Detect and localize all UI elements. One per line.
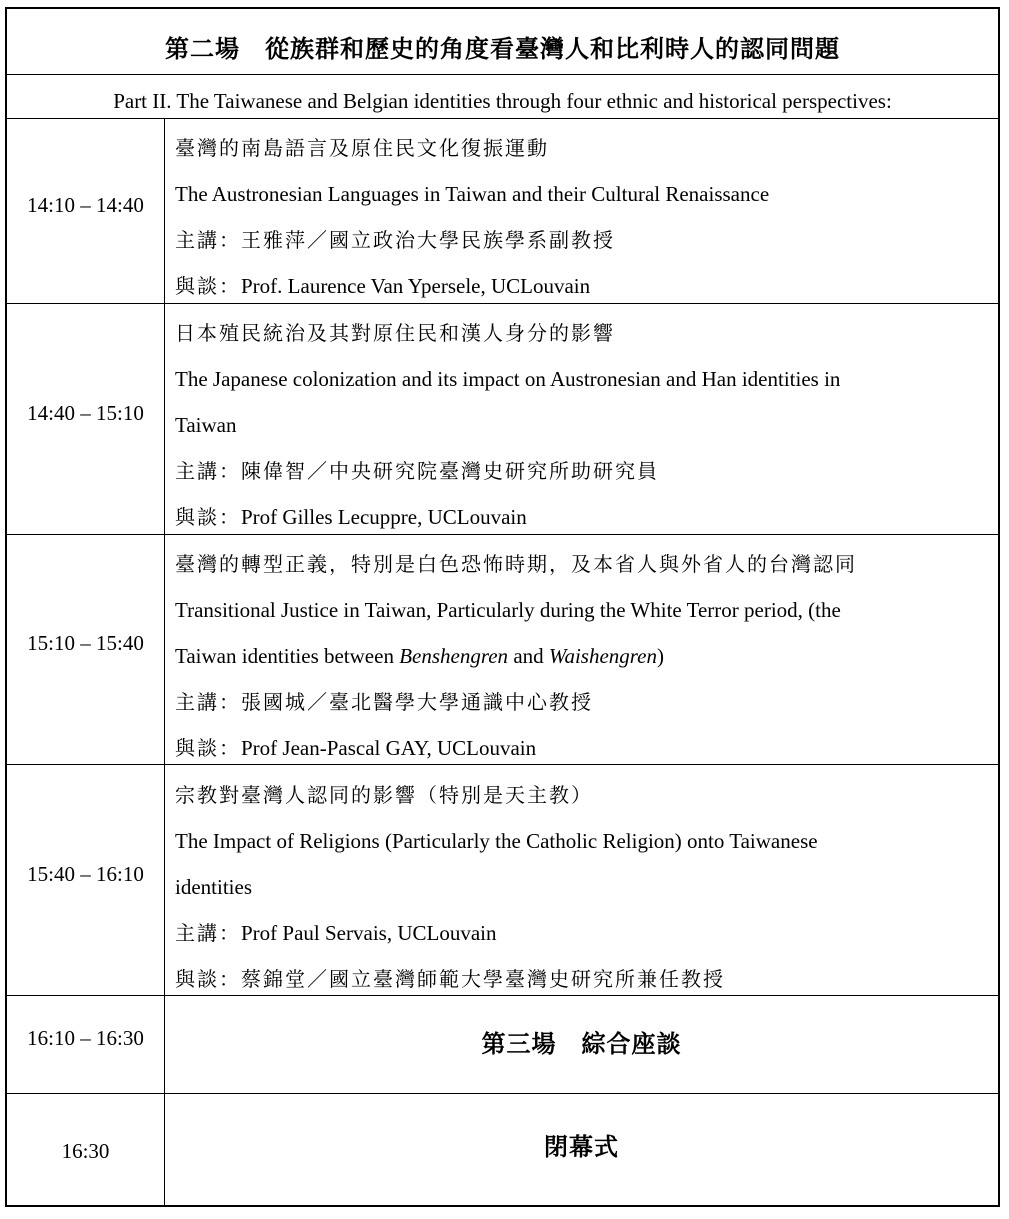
talk-title-en-cont — [175, 633, 990, 679]
speaker-name: 張國城／臺北醫學大學通識中心教授 — [241, 690, 593, 714]
discussant-name: Prof Jean-Pascal GAY, UCLouvain — [241, 736, 537, 760]
divider — [7, 118, 998, 119]
talk-title-en: Transitional Justice in Taiwan, Particularly during the White Terror period, (the — [175, 598, 841, 622]
closing-title: 閉幕式 — [544, 1132, 619, 1161]
discussant-label: 與談： — [175, 967, 241, 991]
schedule-table — [5, 7, 1000, 1207]
session-title-zh: 第二場 從族群和歷史的角度看臺灣人和比利時人的認同問題 — [165, 34, 840, 63]
session-time: 14:40 – 15:10 — [27, 401, 144, 425]
divider — [7, 1093, 998, 1094]
session-block — [175, 541, 990, 771]
text-segment: and — [508, 644, 549, 668]
talk-title-en-cont: identities — [175, 875, 252, 899]
speaker-label: 主講： — [175, 459, 241, 483]
divider — [7, 995, 998, 996]
session-time: 15:10 – 15:40 — [27, 631, 144, 655]
speaker-name: 陳偉智／中央研究院臺灣史研究所助研究員 — [241, 459, 659, 483]
text-segment: Taiwan identities between — [175, 644, 400, 668]
discussant-label: 與談： — [175, 736, 241, 760]
discussant-label: 與談： — [175, 274, 241, 298]
talk-title-en-cont: Taiwan — [175, 413, 237, 437]
divider — [7, 74, 998, 75]
session-block — [175, 772, 990, 1002]
talk-title-zh: 日本殖民統治及其對原住民和漢人身分的影響 — [175, 321, 615, 345]
speaker-name: Prof Paul Servais, UCLouvain — [241, 921, 497, 945]
talk-title-zh: 臺灣的轉型正義，特別是白色恐怖時期，及本省人與外省人的台灣認同 — [175, 552, 857, 576]
term-benshengren: Benshengren — [399, 644, 509, 668]
speaker-label: 主講： — [175, 228, 241, 252]
panel-title: 第三場 綜合座談 — [481, 1029, 682, 1058]
session-block — [175, 125, 990, 309]
speaker-label: 主講： — [175, 921, 241, 945]
panel-time: 16:10 – 16:30 — [27, 1026, 144, 1050]
speaker-name: 王雅萍／國立政治大學民族學系副教授 — [241, 228, 615, 252]
discussant-name: Prof. Laurence Van Ypersele, UCLouvain — [241, 274, 591, 298]
talk-title-zh: 臺灣的南島語言及原住民文化復振運動 — [175, 136, 549, 160]
discussant-label: 與談： — [175, 505, 241, 529]
discussant-name: 蔡錦堂／國立臺灣師範大學臺灣史研究所兼任教授 — [241, 967, 725, 991]
session-time: 15:40 – 16:10 — [27, 862, 144, 886]
talk-title-en: The Japanese colonization and its impact on Austronesian and Han identities in — [175, 367, 841, 391]
term-waishengren: Waishengren — [548, 644, 657, 668]
text-segment: ) — [657, 644, 664, 668]
session-block — [175, 310, 990, 540]
divider — [7, 764, 998, 765]
discussant-name: Prof Gilles Lecuppre, UCLouvain — [241, 505, 527, 529]
closing-time: 16:30 — [61, 1139, 110, 1163]
session-time: 14:10 – 14:40 — [27, 193, 144, 217]
speaker-line — [175, 448, 990, 494]
speaker-line — [175, 217, 990, 263]
talk-title-zh: 宗教對臺灣人認同的影響（特別是天主教） — [175, 783, 593, 807]
speaker-label: 主講： — [175, 690, 241, 714]
speaker-line — [175, 910, 990, 956]
divider — [7, 303, 998, 304]
talk-title-en: The Impact of Religions (Particularly the Catholic Religion) onto Taiwanese — [175, 829, 818, 853]
session-title-en: Part II. The Taiwanese and Belgian identities through four ethnic and historical perspectives: — [113, 89, 892, 113]
talk-title-en: The Austronesian Languages in Taiwan and their Cultural Renaissance — [175, 182, 770, 206]
divider — [7, 534, 998, 535]
speaker-line — [175, 679, 990, 725]
